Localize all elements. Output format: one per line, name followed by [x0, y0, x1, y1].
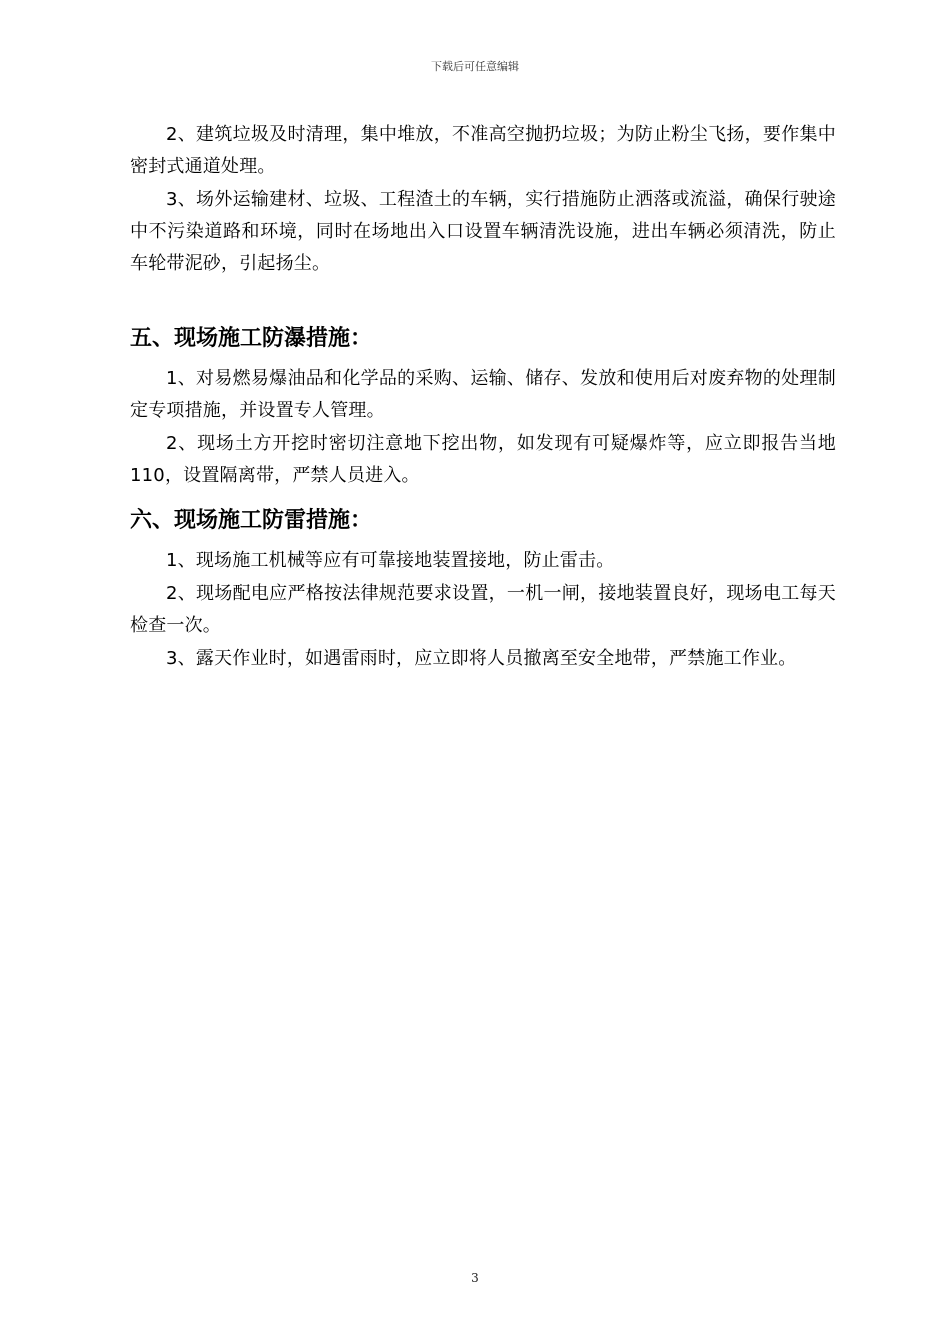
paragraph-transport-vehicles: 3、场外运输建材、垃圾、工程渣土的车辆，实行措施防止洒落或流溢，确保行驶途中不污染道路和环境，同时在场地出入口设置车辆清洗设施，进出车辆必须清洗，防止车轮带泥砂，引起扬尘。: [130, 189, 836, 274]
section-heading-lightning-protection: 六、现场施工防雷措施：: [130, 508, 373, 533]
page-number: 3: [471, 1271, 479, 1285]
paragraph-outdoor-work: 3、露天作业时，如遇雷雨时，应立即将人员撤离至安全地带，严禁施工作业。: [166, 648, 797, 669]
paragraph-power-distribution: 2、现场配电应严格按法律规范要求设置，一机一闸，接地装置良好，现场电工每天检查一次。: [130, 583, 836, 636]
section-heading-explosion-prevention: 五、现场施工防瀑措施：: [130, 326, 373, 351]
paragraph-machinery-grounding: 1、现场施工机械等应有可靠接地装置接地，防止雷击。: [166, 550, 615, 571]
paragraph-waste-cleanup: 2、建筑垃圾及时清理，集中堆放，不准高空抛扔垃圾；为防止粉尘飞扬，要作集中密封式通道处理。: [130, 124, 836, 177]
paragraph-excavation-check: 2、现场土方开挖时密切注意地下挖出物，如发现有可疑爆炸等，应立即报告当地 110，设置隔离带，严禁人员进入。: [130, 433, 836, 486]
document-body: [130, 119, 836, 676]
page-header-note: 下载后可任意编辑: [431, 60, 519, 73]
paragraph-flammable-materials: 1、对易燃易爆油品和化学品的采购、运输、储存、发放和使用后对废弃物的处理制定专项措施，并设置专人管理。: [130, 368, 836, 421]
